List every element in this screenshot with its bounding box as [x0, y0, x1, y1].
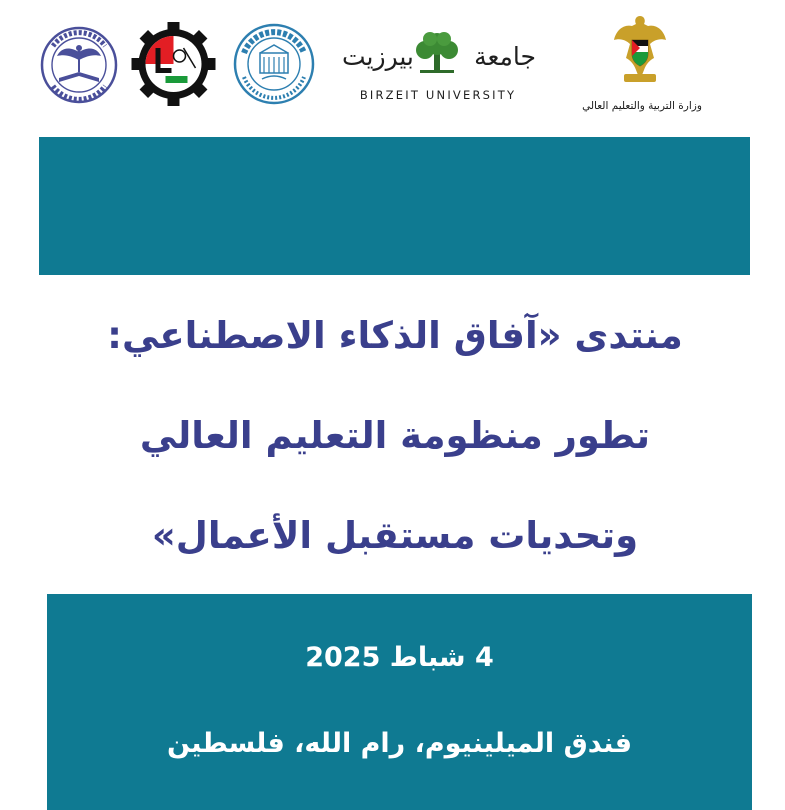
- title-line-1: منتدى «آفاق الذكاء الاصطناعي:: [107, 314, 683, 357]
- event-date: 4 شباط 2025: [305, 642, 494, 673]
- forum-title: [60, 290, 730, 590]
- top-banner: [39, 137, 750, 275]
- palestine-polytechnic-logo: [130, 21, 217, 107]
- al-azhar-university-seal-icon: [232, 23, 316, 105]
- logo-row: [0, 0, 785, 125]
- an-najah-university-logo: [39, 26, 119, 104]
- birzeit-english-name: BIRZEIT UNIVERSITY: [359, 88, 517, 102]
- an-najah-university-seal-icon: [39, 26, 119, 104]
- palestine-polytechnic-gear-icon: [130, 21, 217, 107]
- palestine-eagle-emblem-icon: [610, 10, 670, 88]
- birzeit-university-logo: [338, 28, 538, 108]
- title-line-2: تطور منظومة التعليم العالي: [139, 414, 651, 457]
- ministry-caption: وزارة التربية والتعليم العالي: [582, 100, 702, 112]
- event-details-banner: [47, 594, 752, 810]
- birzeit-arabic-prefix: جامعة: [474, 42, 536, 71]
- ministry-of-education-logo: [560, 10, 720, 120]
- birzeit-tree-icon: [414, 30, 460, 74]
- event-venue: فندق الميلينيوم، رام الله، فلسطين: [166, 728, 633, 759]
- al-azhar-university-logo: [232, 23, 316, 105]
- title-line-3: وتحديات مستقبل الأعمال»: [151, 514, 639, 557]
- birzeit-arabic-name: بيرزيت: [342, 42, 414, 71]
